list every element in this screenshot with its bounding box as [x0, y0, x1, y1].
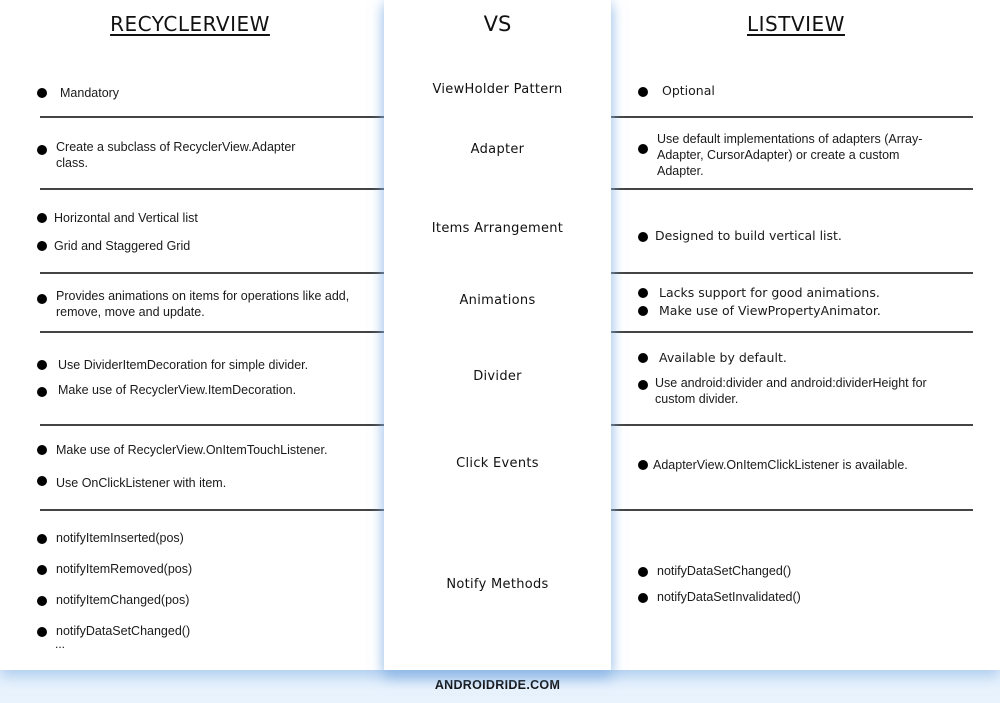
- recyclerview-arrangement-item: Horizontal and Vertical list: [37, 210, 198, 226]
- recyclerview-notify-item: notifyDataSetChanged(): [37, 623, 190, 639]
- recyclerview-arrangement-item: Grid and Staggered Grid: [37, 238, 190, 254]
- divider: [40, 272, 384, 274]
- feature-divider: Divider: [473, 369, 522, 384]
- bullet-icon: [37, 294, 47, 304]
- divider: [40, 509, 384, 511]
- divider: [611, 509, 973, 511]
- recyclerview-title: RECYCLERVIEW: [110, 12, 270, 36]
- bullet-icon: [37, 387, 47, 397]
- bullet-icon: [37, 241, 47, 251]
- feature-adapter: Adapter: [470, 142, 525, 157]
- feature-notify-methods: Notify Methods: [446, 577, 549, 592]
- listview-animations-item: Lacks support for good animations.: [638, 285, 880, 301]
- bullet-icon: [37, 476, 47, 486]
- divider: [611, 424, 973, 426]
- recyclerview-notify-item: notifyItemInserted(pos): [37, 530, 184, 546]
- bullet-icon: [638, 353, 648, 363]
- recyclerview-divider-item: Make use of RecyclerView.ItemDecoration.: [37, 382, 296, 398]
- bullet-icon: [37, 627, 47, 637]
- bullet-icon: [37, 534, 47, 544]
- divider: [40, 188, 384, 190]
- listview-title: LISTVIEW: [747, 12, 845, 36]
- bullet-icon: [37, 445, 47, 455]
- bullet-icon: [638, 232, 648, 242]
- footer-brand: ANDROIDRIDE.COM: [434, 678, 561, 692]
- bullet-icon: [37, 565, 47, 575]
- vs-title: VS: [483, 12, 512, 36]
- bullet-icon: [37, 360, 47, 370]
- listview-animations-item: Make use of ViewPropertyAnimator.: [638, 303, 881, 319]
- feature-column: [384, 0, 611, 670]
- feature-items-arrangement: Items Arrangement: [431, 221, 564, 236]
- listview-divider-item: Available by default.: [638, 350, 787, 366]
- recyclerview-notify-item: notifyItemChanged(pos): [37, 592, 189, 608]
- listview-viewholder-item: Optional: [638, 83, 715, 99]
- bullet-icon: [37, 213, 47, 223]
- divider: [611, 331, 973, 333]
- feature-animations: Animations: [459, 293, 536, 308]
- listview-notify-item: notifyDataSetChanged(): [638, 563, 791, 579]
- recyclerview-animations-item: Provides animations on items for operations like add, remove, move and update.: [37, 288, 357, 320]
- recyclerview-adapter-item: Create a subclass of RecyclerView.Adapter class.: [37, 139, 327, 171]
- recyclerview-divider-item: Use DividerItemDecoration for simple divider.: [37, 357, 308, 373]
- divider: [611, 272, 973, 274]
- recyclerview-notify-item: notifyItemRemoved(pos): [37, 561, 192, 577]
- recyclerview-click-item: Use OnClickListener with item.: [37, 475, 226, 491]
- listview-notify-item: notifyDataSetInvalidated(): [638, 589, 801, 605]
- more-ellipsis: ...: [55, 637, 66, 651]
- divider: [40, 331, 384, 333]
- recyclerview-viewholder-item: Mandatory: [37, 85, 119, 101]
- recyclerview-click-item: Make use of RecyclerView.OnItemTouchListener.: [37, 442, 327, 458]
- bullet-icon: [638, 87, 648, 97]
- bullet-icon: [638, 144, 648, 154]
- bullet-icon: [37, 88, 47, 98]
- feature-viewholder-pattern: ViewHolder Pattern: [432, 82, 563, 97]
- bullet-icon: [638, 460, 648, 470]
- bullet-icon: [638, 288, 648, 298]
- bullet-icon: [37, 145, 47, 155]
- bullet-icon: [638, 380, 648, 390]
- bullet-icon: [638, 593, 648, 603]
- divider: [40, 424, 384, 426]
- divider: [611, 188, 973, 190]
- listview-click-item: AdapterView.OnItemClickListener is available.: [638, 457, 908, 473]
- listview-adapter-item: Use default implementations of adapters (Array-Adapter, CursorAdapter) or create a custom Adapter.: [638, 131, 948, 179]
- bullet-icon: [638, 306, 648, 316]
- bullet-icon: [638, 567, 648, 577]
- listview-arrangement-item: Designed to build vertical list.: [638, 228, 842, 244]
- divider: [611, 116, 973, 118]
- feature-click-events: Click Events: [456, 456, 539, 471]
- bullet-icon: [37, 596, 47, 606]
- listview-divider-item: Use android:divider and android:dividerHeight for custom divider.: [638, 375, 938, 407]
- divider: [40, 116, 384, 118]
